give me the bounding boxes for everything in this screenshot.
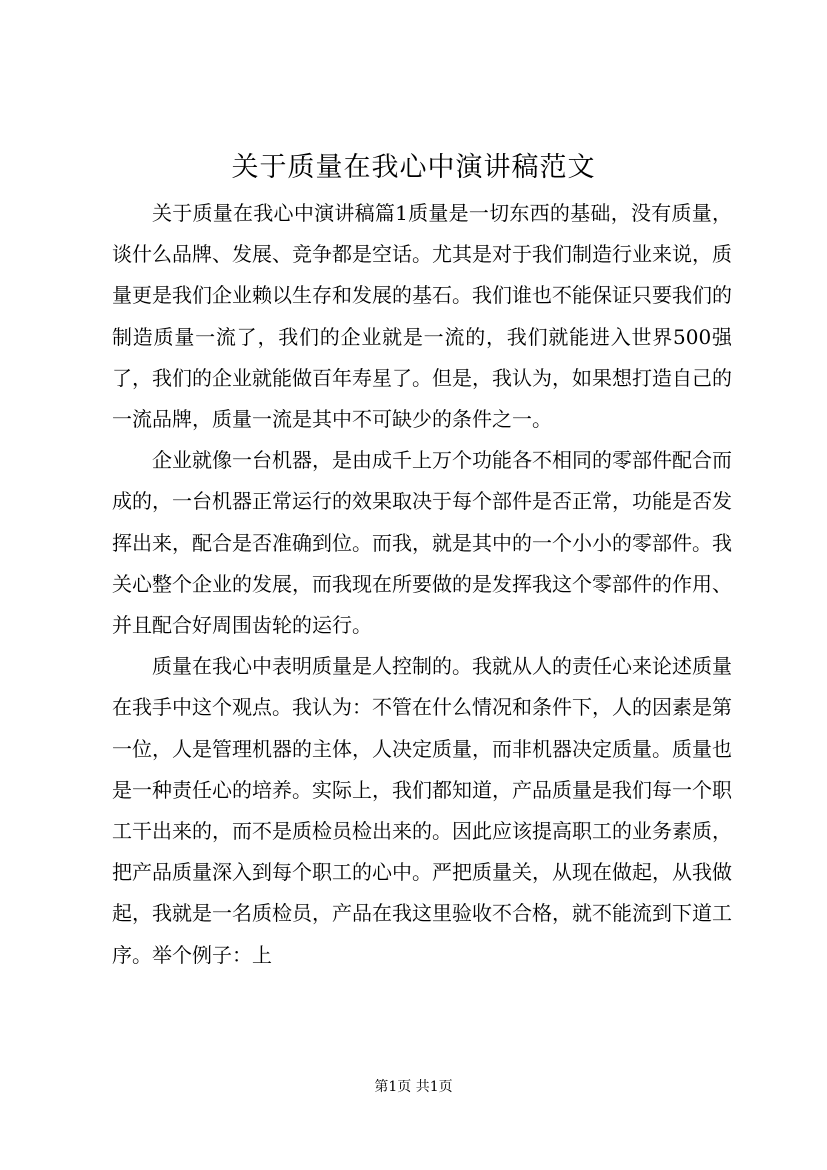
document-title: 关于质量在我心中演讲稿范文	[231, 152, 596, 183]
paragraph-2: 企业就像一台机器，是由成千上万个功能各不相同的零部件配合而成的，一台机器正常运行的效果取决于每个部件是否正常，功能是否发挥出来，配合是否准确到位。而我，就是其中的一个小小的零部件。我关心整个企业的发展，而我现在所要做的是发挥我这个零部件的作用、并且配合好周围齿轮的运行。	[112, 448, 732, 638]
page-number-footer: 第1页 共1页	[374, 1079, 453, 1095]
paragraph-1: 关于质量在我心中演讲稿篇1质量是一切东西的基础，没有质量，谈什么品牌、发展、竞争都是空话。尤其是对于我们制造行业来说，质量更是我们企业赖以生存和发展的基石。我们谁也不能保证只要我们的制造质量一流了，我们的企业就是一流的，我们就能进入世界500强了，我们的企业就能做百年寿星了。但是，我认为，如果想打造自己的一流品牌，质量一流是其中不可缺少的条件之一。	[112, 201, 732, 432]
paragraph-3: 质量在我心中表明质量是人控制的。我就从人的责任心来论述质量在我手中这个观点。我认为：不管在什么情况和条件下，人的因素是第一位，人是管理机器的主体，人决定质量，而非机器决定质量。质量也是一种责任心的培养。实际上，我们都知道，产品质量是我们每一个职工干出来的，而不是质检员检出来的。因此应该提高职工的业务素质，把产品质量深入到每个职工的心中。严把质量关，从现在做起，从我做起，我就是一名质检员，产品在我这里验收不合格，就不能流到下道工序。举个例子：上	[112, 654, 732, 967]
document-body	[112, 193, 732, 976]
